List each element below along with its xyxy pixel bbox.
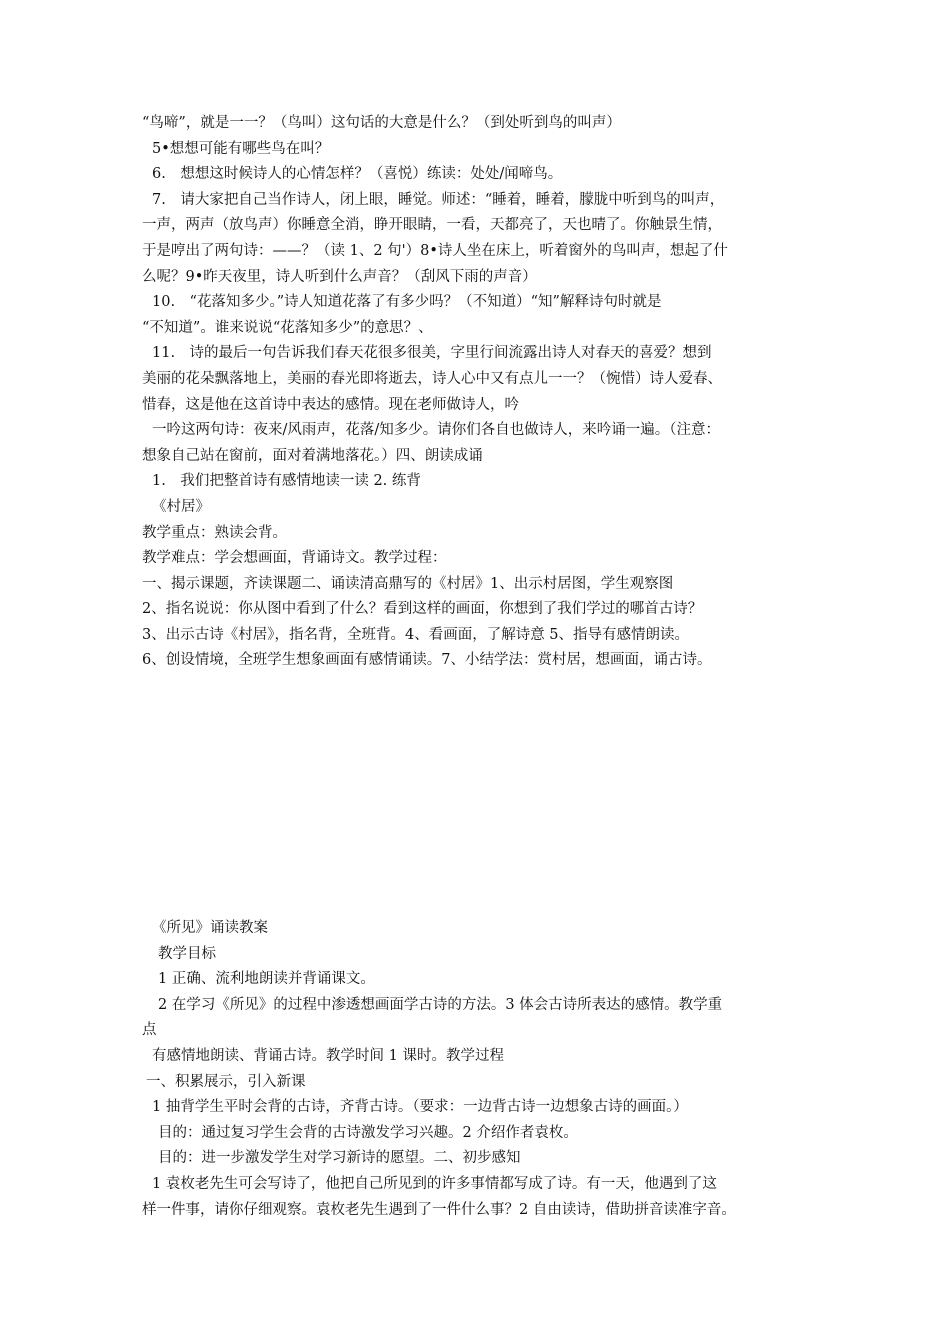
text-line: 有感情地朗读、背诵古诗。教学时间 1 课时。教学过程 xyxy=(152,1047,504,1064)
text-line: 惜春，这是他在这首诗中表达的感情。现在老师做诗人，吟 xyxy=(142,396,519,413)
text-line: 目的：进一步激发学生对学习新诗的愿望。二、初步感知 xyxy=(158,1150,521,1167)
text-line: 一吟这两句诗：夜来/风雨声，花落/知多少。请你们各自也做诗人，来吟诵一遍。（注意： xyxy=(152,422,721,439)
text-line: “不知道”。谁来说说“花落知多少”的意思？、 xyxy=(142,319,433,336)
text-line: 目的：通过复习学生会背的古诗激发学习兴趣。2 介绍作者袁枚。 xyxy=(158,1124,578,1141)
poem-title-cunju: 《村居》 xyxy=(152,498,210,515)
text-line: 7. 请大家把自己当作诗人，闭上眼，睡觉。师述：“睡着，睡着，朦胧中听到鸟的叫声， xyxy=(152,191,725,208)
text-line: 一、积累展示，引入新课 xyxy=(146,1073,306,1090)
text-line: 6、创设情境，全班学生想象画面有感情诵读。7、小结学法：赏村居，想画面，诵古诗。 xyxy=(142,652,712,669)
text-line: 教学目标 xyxy=(158,945,216,962)
text-line: 1 袁枚老先生可会写诗了，他把自己所见到的许多事情都写成了诗。有一天，他遇到了这 xyxy=(152,1175,717,1192)
text-line: 10. “花落知多少。”诗人知道花落了有多少吗？（不知道）“知”解释诗句时就是 xyxy=(152,294,662,311)
text-line: 么呢？9•昨天夜里，诗人听到什么声音？（刮风下雨的声音） xyxy=(142,268,537,285)
text-line: 1. 我们把整首诗有感情地读一读 2. 练背 xyxy=(152,473,421,490)
text-line: 11. 诗的最后一句告诉我们春天花很多很美，字里行间流露出诗人对春天的喜爱？想到 xyxy=(152,345,712,362)
lesson-plan-title: 《所见》诵读教案 xyxy=(152,920,268,936)
text-line: 美丽的花朵飘落地上，美丽的春光即将逝去，诗人心中又有点儿一一？（惋惜）诗人爱春、 xyxy=(142,370,722,387)
text-line: 于是哼出了两句诗：——？（读 1、2 句'）8•诗人坐在床上，听着窗外的鸟叫声，想起了什 xyxy=(142,242,728,259)
text-line: 教学难点：学会想画面，背诵诗文。教学过程： xyxy=(142,550,447,567)
text-line: 一声，两声（放鸟声）你睡意全消，睁开眼睛，一看，天都亮了，天也晴了。你触景生情， xyxy=(142,217,722,234)
lesson-text-part-2 xyxy=(142,916,832,1223)
text-line: 3、出示古诗《村居》，指名背，全班背。4、看画面，了解诗意 5、指导有感情朗读。 xyxy=(142,626,690,643)
text-line: “鸟啼”，就是一一？（鸟叫）这句话的大意是什么？（到处听到鸟的叫声） xyxy=(142,115,621,131)
text-line: 5•想想可能有哪些鸟在叫？ xyxy=(152,140,330,157)
text-line: 一、揭示课题，齐读课题二、诵读清高鼎写的《村居》1、出示村居图，学生观察图 xyxy=(142,575,674,592)
text-line: 1 抽背学生平时会背的古诗，齐背古诗。（要求：一边背古诗一边想象古诗的画面。） xyxy=(152,1099,688,1116)
text-line: 6. 想想这时候诗人的心情怎样？（喜悦）练读：处处/闻啼鸟。 xyxy=(152,166,563,183)
text-line: 2 在学习《所见》的过程中渗透想画面学古诗的方法。3 体会古诗所表达的感情。教学重 xyxy=(158,996,723,1013)
text-line: 教学重点：熟读会背。 xyxy=(142,524,287,541)
text-line: 1 正确、流利地朗读并背诵课文。 xyxy=(158,971,375,988)
text-line: 样一件事，请你仔细观察。袁枚老先生遇到了一件什么事？2 自由读诗，借助拼音读准字音。 xyxy=(142,1201,736,1218)
text-line: 想象自己站在窗前，面对着满地落花。）四、朗读成诵 xyxy=(142,447,483,464)
lesson-text-part-1 xyxy=(142,111,832,674)
text-line: 2、指名说说：你从图中看到了什么？看到这样的画面，你想到了我们学过的哪首古诗？ xyxy=(142,601,703,618)
text-line: 点 xyxy=(142,1022,157,1039)
